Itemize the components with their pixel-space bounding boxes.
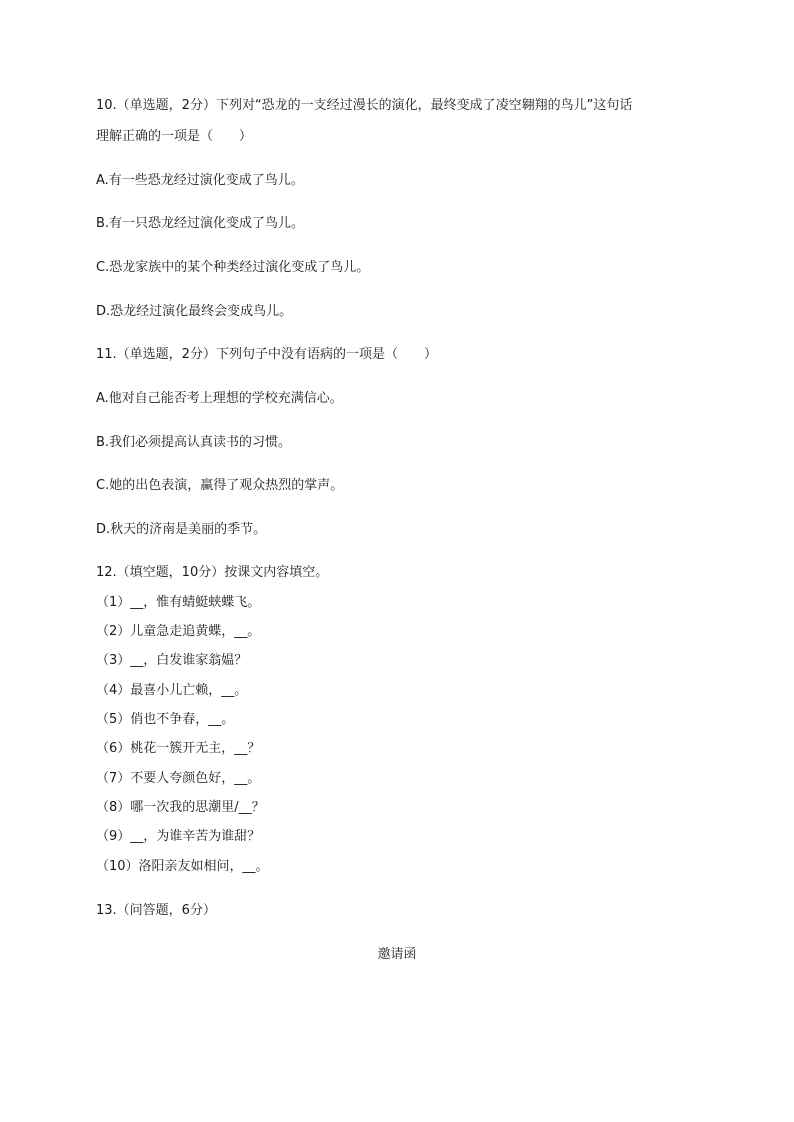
q12-item-9: （9）__，为谁辛苦为谁甜？ — [96, 829, 261, 844]
q12-item-8: （8）哪一次我的思潮里/__？ — [96, 800, 265, 815]
q11-option-c: C.她的出色表演，赢得了观众热烈的掌声。 — [96, 478, 344, 493]
q10-option-c: C.恐龙家族中的某个种类经过演化变成了鸟儿。 — [96, 260, 370, 275]
q12-item-4: （4）最喜小儿亡赖，__。 — [96, 683, 248, 698]
q10-option-a: A.有一些恐龙经过演化变成了鸟儿。 — [96, 173, 304, 188]
q12-stem: 12.（填空题，10分）按课文内容填空。 — [96, 565, 329, 580]
q10-stem-line1: 10.（单选题，2分）下列对“恐龙的一支经过漫长的演化，最终变成了凌空翱翔的鸟儿”这句话 — [96, 98, 633, 113]
q11-stem: 11.（单选题，2分）下列句子中没有语病的一项是（ ） — [96, 347, 437, 362]
q12-item-7: （7）不要人夸颜色好，__。 — [96, 771, 261, 786]
q12-item-10: （10）洛阳亲友如相问，__。 — [96, 859, 269, 874]
q13-stem: 13.（问答题，6分） — [96, 903, 216, 918]
q10-option-b: B.有一只恐龙经过演化变成了鸟儿。 — [96, 216, 305, 231]
q10-option-d: D.恐龙经过演化最终会变成鸟儿。 — [96, 304, 293, 319]
q12-item-5: （5）俏也不争春，__。 — [96, 712, 235, 727]
q12-item-2: （2）儿童急走追黄蝶，__。 — [96, 624, 261, 639]
q11-option-b: B.我们必须提高认真读书的习惯。 — [96, 435, 292, 450]
q12-item-3: （3）__，白发谁家翁媪？ — [96, 653, 248, 668]
q11-option-d: D.秋天的济南是美丽的季节。 — [96, 522, 267, 537]
q12-item-6: （6）桃花一簇开无主，__？ — [96, 741, 261, 756]
q12-item-1: （1）__，惟有蜻蜓蛱蝶飞。 — [96, 595, 261, 610]
invitation-title: 邀请函 — [377, 947, 417, 962]
q11-option-a: A.他对自己能否考上理想的学校充满信心。 — [96, 391, 343, 406]
q10-stem-line2: 理解正确的一项是（ ） — [96, 129, 253, 144]
